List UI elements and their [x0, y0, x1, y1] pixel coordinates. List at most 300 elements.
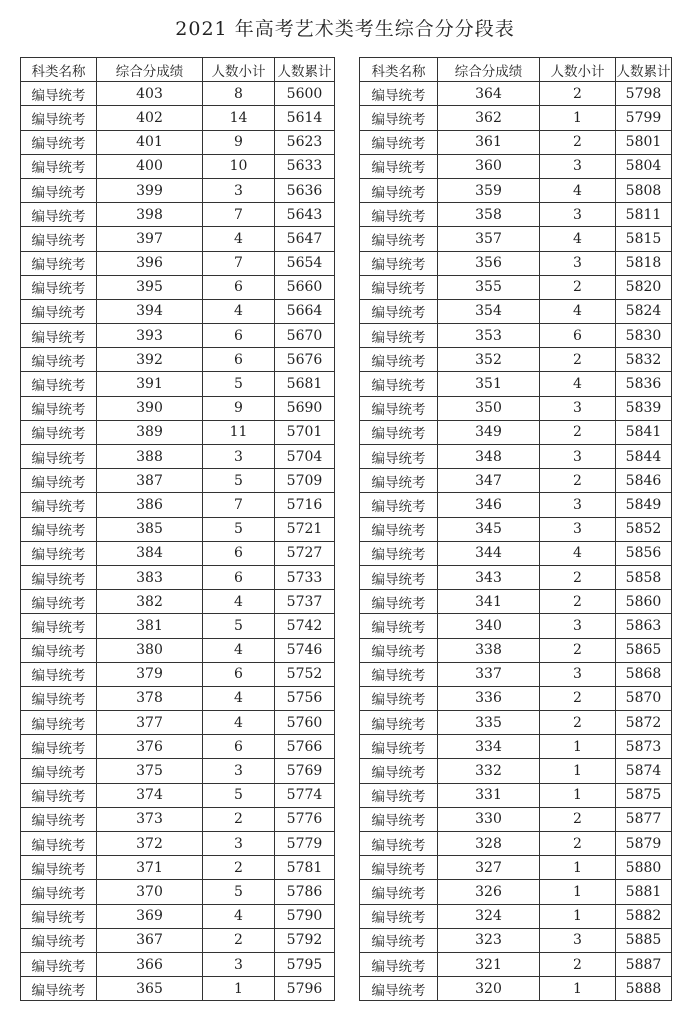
cell-subtotal: 2 — [540, 565, 616, 589]
cell-score: 400 — [97, 154, 203, 178]
cell-category: 编导统考 — [21, 227, 97, 251]
cell-category: 编导统考 — [360, 372, 438, 396]
cell-score: 389 — [97, 420, 203, 444]
table-row — [360, 130, 672, 154]
cell-category: 编导统考 — [360, 445, 438, 469]
table-row — [21, 106, 335, 130]
cell-cumulative: 5804 — [616, 154, 672, 178]
cell-subtotal: 5 — [203, 372, 275, 396]
cell-category: 编导统考 — [21, 469, 97, 493]
cell-subtotal: 1 — [540, 735, 616, 759]
table-row — [360, 493, 672, 517]
table-row — [21, 517, 335, 541]
cell-subtotal: 7 — [203, 203, 275, 227]
cell-score: 395 — [97, 275, 203, 299]
table-row — [21, 735, 335, 759]
cell-cumulative: 5752 — [275, 662, 335, 686]
cell-category: 编导统考 — [21, 565, 97, 589]
cell-category: 编导统考 — [21, 832, 97, 856]
cell-category: 编导统考 — [21, 686, 97, 710]
table-row — [21, 662, 335, 686]
cell-cumulative: 5690 — [275, 396, 335, 420]
cell-cumulative: 5836 — [616, 372, 672, 396]
table-row — [360, 977, 672, 1001]
cell-category: 编导统考 — [360, 977, 438, 1001]
cell-category: 编导统考 — [360, 783, 438, 807]
cell-score: 352 — [438, 348, 540, 372]
cell-cumulative: 5701 — [275, 420, 335, 444]
cell-score: 374 — [97, 783, 203, 807]
table-row — [21, 832, 335, 856]
cell-score: 361 — [438, 130, 540, 154]
cell-cumulative: 5769 — [275, 759, 335, 783]
cell-subtotal: 3 — [203, 952, 275, 976]
cell-cumulative: 5873 — [616, 735, 672, 759]
cell-category: 编导统考 — [21, 880, 97, 904]
header-subtotal: 人数小计 — [203, 58, 275, 82]
table-row — [360, 686, 672, 710]
cell-cumulative: 5737 — [275, 590, 335, 614]
cell-category: 编导统考 — [21, 904, 97, 928]
cell-subtotal: 3 — [203, 759, 275, 783]
cell-category: 编导统考 — [360, 106, 438, 130]
cell-cumulative: 5746 — [275, 638, 335, 662]
table-row — [360, 856, 672, 880]
cell-category: 编导统考 — [21, 614, 97, 638]
cell-subtotal: 4 — [540, 227, 616, 251]
cell-category: 编导统考 — [360, 565, 438, 589]
table-row — [360, 783, 672, 807]
cell-score: 349 — [438, 420, 540, 444]
cell-cumulative: 5786 — [275, 880, 335, 904]
table-row — [360, 638, 672, 662]
cell-score: 340 — [438, 614, 540, 638]
cell-cumulative: 5670 — [275, 324, 335, 348]
table-row — [21, 275, 335, 299]
table-row — [360, 82, 672, 106]
cell-subtotal: 4 — [540, 541, 616, 565]
cell-cumulative: 5766 — [275, 735, 335, 759]
header-category: 科类名称 — [21, 58, 97, 82]
cell-cumulative: 5774 — [275, 783, 335, 807]
table-row — [360, 445, 672, 469]
cell-category: 编导统考 — [21, 493, 97, 517]
cell-subtotal: 4 — [203, 638, 275, 662]
table-row — [21, 251, 335, 275]
cell-score: 382 — [97, 590, 203, 614]
cell-cumulative: 5858 — [616, 565, 672, 589]
cell-cumulative: 5796 — [275, 977, 335, 1001]
table-row — [21, 493, 335, 517]
cell-subtotal: 2 — [540, 130, 616, 154]
cell-subtotal: 5 — [203, 517, 275, 541]
cell-subtotal: 9 — [203, 130, 275, 154]
cell-subtotal: 1 — [540, 783, 616, 807]
cell-category: 编导统考 — [360, 203, 438, 227]
cell-category: 编导统考 — [360, 275, 438, 299]
cell-subtotal: 1 — [540, 759, 616, 783]
cell-cumulative: 5676 — [275, 348, 335, 372]
table-row — [360, 832, 672, 856]
table-row — [21, 372, 335, 396]
cell-score: 324 — [438, 904, 540, 928]
cell-score: 335 — [438, 711, 540, 735]
cell-category: 编导统考 — [21, 299, 97, 323]
table-row — [360, 227, 672, 251]
cell-category: 编导统考 — [360, 178, 438, 202]
cell-category: 编导统考 — [21, 396, 97, 420]
cell-cumulative: 5799 — [616, 106, 672, 130]
cell-subtotal: 3 — [540, 662, 616, 686]
cell-cumulative: 5798 — [616, 82, 672, 106]
table-row — [21, 203, 335, 227]
cell-subtotal: 4 — [203, 686, 275, 710]
cell-subtotal: 5 — [203, 880, 275, 904]
cell-cumulative: 5760 — [275, 711, 335, 735]
cell-cumulative: 5865 — [616, 638, 672, 662]
cell-cumulative: 5882 — [616, 904, 672, 928]
cell-category: 编导统考 — [21, 372, 97, 396]
cell-category: 编导统考 — [360, 711, 438, 735]
table-row — [21, 324, 335, 348]
cell-subtotal: 5 — [203, 783, 275, 807]
cell-score: 377 — [97, 711, 203, 735]
table-row — [21, 469, 335, 493]
cell-cumulative: 5860 — [616, 590, 672, 614]
cell-score: 347 — [438, 469, 540, 493]
table-row — [21, 783, 335, 807]
cell-subtotal: 1 — [540, 904, 616, 928]
table-row — [360, 348, 672, 372]
cell-score: 334 — [438, 735, 540, 759]
cell-subtotal: 1 — [540, 106, 616, 130]
cell-subtotal: 6 — [203, 541, 275, 565]
cell-subtotal: 6 — [540, 324, 616, 348]
cell-subtotal: 4 — [203, 904, 275, 928]
cell-category: 编导统考 — [360, 832, 438, 856]
cell-cumulative: 5704 — [275, 445, 335, 469]
cell-score: 343 — [438, 565, 540, 589]
cell-category: 编导统考 — [360, 396, 438, 420]
cell-score: 378 — [97, 686, 203, 710]
table-row — [21, 227, 335, 251]
table-row — [360, 324, 672, 348]
table-row — [360, 614, 672, 638]
cell-category: 编导统考 — [21, 106, 97, 130]
header-cumulative: 人数累计 — [275, 58, 335, 82]
cell-score: 362 — [438, 106, 540, 130]
cell-subtotal: 3 — [203, 445, 275, 469]
cell-subtotal: 4 — [203, 227, 275, 251]
cell-subtotal: 3 — [540, 203, 616, 227]
cell-subtotal: 2 — [540, 638, 616, 662]
cell-score: 346 — [438, 493, 540, 517]
cell-category: 编导统考 — [21, 590, 97, 614]
cell-score: 357 — [438, 227, 540, 251]
cell-score: 341 — [438, 590, 540, 614]
table-row — [21, 856, 335, 880]
cell-score: 380 — [97, 638, 203, 662]
cell-score: 367 — [97, 928, 203, 952]
cell-cumulative: 5742 — [275, 614, 335, 638]
cell-score: 392 — [97, 348, 203, 372]
cell-category: 编导统考 — [360, 493, 438, 517]
table-row — [21, 299, 335, 323]
cell-category: 编导统考 — [21, 735, 97, 759]
cell-category: 编导统考 — [360, 348, 438, 372]
table-row — [360, 541, 672, 565]
cell-cumulative: 5795 — [275, 952, 335, 976]
table-row — [360, 590, 672, 614]
header-category: 科类名称 — [360, 58, 438, 82]
cell-score: 365 — [97, 977, 203, 1001]
cell-cumulative: 5779 — [275, 832, 335, 856]
cell-cumulative: 5776 — [275, 807, 335, 831]
cell-subtotal: 7 — [203, 251, 275, 275]
cell-subtotal: 7 — [203, 493, 275, 517]
cell-cumulative: 5647 — [275, 227, 335, 251]
cell-cumulative: 5643 — [275, 203, 335, 227]
table-row — [360, 807, 672, 831]
cell-cumulative: 5818 — [616, 251, 672, 275]
cell-score: 355 — [438, 275, 540, 299]
cell-subtotal: 4 — [203, 711, 275, 735]
cell-subtotal: 3 — [203, 178, 275, 202]
cell-category: 编导统考 — [21, 977, 97, 1001]
cell-category: 编导统考 — [21, 251, 97, 275]
table-row — [360, 759, 672, 783]
cell-score: 401 — [97, 130, 203, 154]
cell-category: 编导统考 — [360, 662, 438, 686]
cell-cumulative: 5614 — [275, 106, 335, 130]
table-row — [21, 711, 335, 735]
cell-subtotal: 3 — [540, 396, 616, 420]
table-row — [21, 82, 335, 106]
cell-cumulative: 5681 — [275, 372, 335, 396]
table-row — [21, 396, 335, 420]
cell-subtotal: 3 — [540, 493, 616, 517]
cell-score: 332 — [438, 759, 540, 783]
cell-category: 编导统考 — [360, 590, 438, 614]
cell-cumulative: 5868 — [616, 662, 672, 686]
cell-score: 390 — [97, 396, 203, 420]
cell-category: 编导统考 — [360, 251, 438, 275]
cell-subtotal: 3 — [540, 614, 616, 638]
cell-category: 编导统考 — [360, 856, 438, 880]
cell-cumulative: 5824 — [616, 299, 672, 323]
cell-cumulative: 5727 — [275, 541, 335, 565]
table-header-row — [21, 58, 335, 82]
cell-score: 384 — [97, 541, 203, 565]
table-row — [360, 928, 672, 952]
cell-score: 388 — [97, 445, 203, 469]
cell-subtotal: 2 — [540, 711, 616, 735]
cell-cumulative: 5623 — [275, 130, 335, 154]
cell-category: 编导统考 — [21, 541, 97, 565]
cell-subtotal: 6 — [203, 662, 275, 686]
cell-score: 403 — [97, 82, 203, 106]
cell-score: 350 — [438, 396, 540, 420]
cell-subtotal: 3 — [540, 154, 616, 178]
cell-subtotal: 3 — [540, 251, 616, 275]
cell-cumulative: 5874 — [616, 759, 672, 783]
cell-subtotal: 6 — [203, 565, 275, 589]
table-row — [360, 275, 672, 299]
cell-cumulative: 5844 — [616, 445, 672, 469]
cell-score: 387 — [97, 469, 203, 493]
cell-subtotal: 2 — [203, 856, 275, 880]
cell-cumulative: 5600 — [275, 82, 335, 106]
cell-subtotal: 3 — [540, 445, 616, 469]
cell-category: 编导统考 — [360, 759, 438, 783]
cell-category: 编导统考 — [360, 130, 438, 154]
cell-score: 327 — [438, 856, 540, 880]
table-header-row — [360, 58, 672, 82]
cell-score: 348 — [438, 445, 540, 469]
cell-score: 369 — [97, 904, 203, 928]
cell-cumulative: 5808 — [616, 178, 672, 202]
cell-category: 编导统考 — [360, 904, 438, 928]
table-row — [360, 880, 672, 904]
cell-cumulative: 5664 — [275, 299, 335, 323]
cell-category: 编导统考 — [360, 420, 438, 444]
cell-subtotal: 5 — [203, 469, 275, 493]
table-row — [21, 348, 335, 372]
cell-category: 编导统考 — [21, 638, 97, 662]
cell-cumulative: 5872 — [616, 711, 672, 735]
table-row — [21, 686, 335, 710]
table-row — [21, 420, 335, 444]
cell-category: 编导统考 — [360, 517, 438, 541]
cell-category: 编导统考 — [21, 178, 97, 202]
cell-cumulative: 5888 — [616, 977, 672, 1001]
cell-subtotal: 4 — [540, 178, 616, 202]
cell-cumulative: 5880 — [616, 856, 672, 880]
cell-cumulative: 5881 — [616, 880, 672, 904]
cell-category: 编导统考 — [21, 928, 97, 952]
cell-score: 360 — [438, 154, 540, 178]
cell-category: 编导统考 — [360, 880, 438, 904]
cell-score: 396 — [97, 251, 203, 275]
cell-subtotal: 2 — [540, 348, 616, 372]
table-row — [360, 565, 672, 589]
cell-score: 330 — [438, 807, 540, 831]
cell-cumulative: 5756 — [275, 686, 335, 710]
table-row — [21, 807, 335, 831]
cell-subtotal: 2 — [540, 832, 616, 856]
cell-category: 编导统考 — [21, 130, 97, 154]
cell-score: 393 — [97, 324, 203, 348]
cell-subtotal: 2 — [540, 952, 616, 976]
table-row — [360, 396, 672, 420]
cell-category: 编导统考 — [21, 154, 97, 178]
cell-score: 391 — [97, 372, 203, 396]
table-row — [360, 735, 672, 759]
table-row — [360, 952, 672, 976]
cell-cumulative: 5885 — [616, 928, 672, 952]
cell-category: 编导统考 — [21, 711, 97, 735]
cell-cumulative: 5849 — [616, 493, 672, 517]
cell-category: 编导统考 — [360, 154, 438, 178]
cell-category: 编导统考 — [21, 952, 97, 976]
cell-cumulative: 5875 — [616, 783, 672, 807]
cell-cumulative: 5820 — [616, 275, 672, 299]
table-row — [21, 130, 335, 154]
cell-cumulative: 5877 — [616, 807, 672, 831]
table-row — [21, 178, 335, 202]
cell-subtotal: 3 — [540, 928, 616, 952]
cell-cumulative: 5792 — [275, 928, 335, 952]
cell-score: 397 — [97, 227, 203, 251]
table-row — [21, 928, 335, 952]
table-row — [360, 299, 672, 323]
table-row — [360, 711, 672, 735]
cell-cumulative: 5709 — [275, 469, 335, 493]
cell-cumulative: 5654 — [275, 251, 335, 275]
table-row — [21, 541, 335, 565]
cell-category: 编导统考 — [360, 614, 438, 638]
score-table-left — [20, 57, 335, 1001]
table-row — [360, 662, 672, 686]
table-row — [21, 565, 335, 589]
cell-category: 编导统考 — [21, 759, 97, 783]
cell-score: 394 — [97, 299, 203, 323]
cell-score: 353 — [438, 324, 540, 348]
table-row — [21, 904, 335, 928]
cell-category: 编导统考 — [21, 82, 97, 106]
cell-subtotal: 4 — [540, 372, 616, 396]
cell-score: 386 — [97, 493, 203, 517]
cell-category: 编导统考 — [21, 324, 97, 348]
cell-subtotal: 1 — [540, 880, 616, 904]
header-cumulative: 人数累计 — [616, 58, 672, 82]
cell-score: 336 — [438, 686, 540, 710]
cell-subtotal: 1 — [540, 856, 616, 880]
cell-category: 编导统考 — [21, 203, 97, 227]
table-row — [21, 154, 335, 178]
cell-subtotal: 6 — [203, 735, 275, 759]
cell-category: 编导统考 — [360, 82, 438, 106]
table-row — [360, 251, 672, 275]
cell-score: 351 — [438, 372, 540, 396]
cell-score: 354 — [438, 299, 540, 323]
cell-score: 344 — [438, 541, 540, 565]
cell-score: 398 — [97, 203, 203, 227]
cell-category: 编导统考 — [360, 469, 438, 493]
cell-cumulative: 5790 — [275, 904, 335, 928]
cell-cumulative: 5830 — [616, 324, 672, 348]
cell-score: 385 — [97, 517, 203, 541]
header-subtotal: 人数小计 — [540, 58, 616, 82]
cell-cumulative: 5716 — [275, 493, 335, 517]
table-row — [360, 420, 672, 444]
cell-score: 370 — [97, 880, 203, 904]
cell-subtotal: 3 — [203, 832, 275, 856]
table-row — [360, 372, 672, 396]
cell-cumulative: 5863 — [616, 614, 672, 638]
cell-score: 359 — [438, 178, 540, 202]
cell-score: 366 — [97, 952, 203, 976]
cell-subtotal: 2 — [540, 469, 616, 493]
cell-score: 379 — [97, 662, 203, 686]
table-row — [21, 977, 335, 1001]
cell-cumulative: 5811 — [616, 203, 672, 227]
cell-score: 323 — [438, 928, 540, 952]
cell-cumulative: 5879 — [616, 832, 672, 856]
cell-subtotal: 2 — [540, 275, 616, 299]
cell-score: 320 — [438, 977, 540, 1001]
cell-subtotal: 6 — [203, 275, 275, 299]
